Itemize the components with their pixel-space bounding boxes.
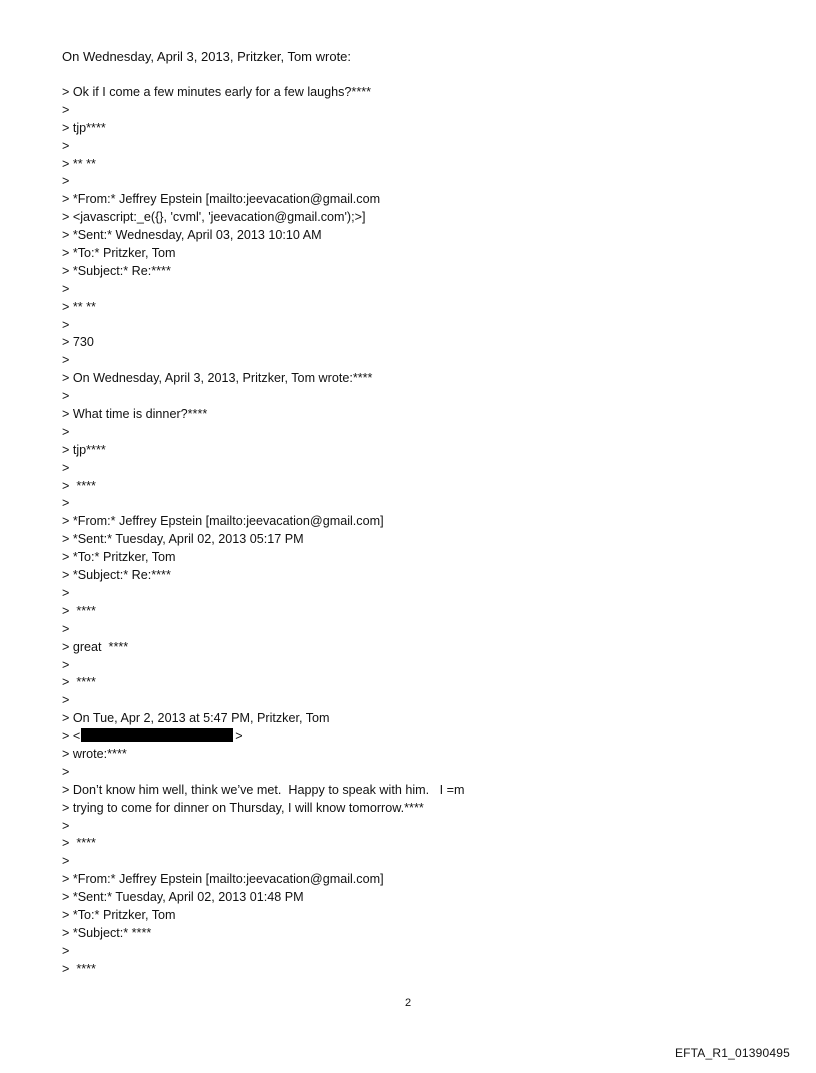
quoted-line: >: [62, 585, 70, 600]
quoted-line: >: [62, 621, 70, 636]
quoted-line: > *To:* Pritzker, Tom: [62, 246, 176, 261]
document-id: EFTA_R1_01390495: [674, 1046, 790, 1060]
quoted-line: > *Subject:* Re:****: [62, 568, 171, 583]
quoted-line: > Don’t know him well, think we’ve met. Happy to speak with him. I =m: [62, 782, 465, 797]
quoted-line: > *From:* Jeffrey Epstein [mailto:jeevacation@gmail.com]: [62, 514, 384, 529]
quoted-line: > ****: [62, 478, 96, 493]
quoted-line-redacted: [62, 728, 464, 746]
quoted-line: > *Sent:* Tuesday, April 02, 2013 01:48 PM: [62, 890, 304, 905]
quoted-line: > *Subject:* ****: [62, 925, 152, 940]
quoted-line: > ****: [62, 961, 96, 976]
quoted-line: > *Subject:* Re:****: [62, 263, 171, 278]
redaction-box: [81, 728, 233, 742]
quoted-line: > On Wednesday, April 3, 2013, Pritzker, Tom wrote:****: [62, 371, 373, 386]
quoted-line: > wrote:****: [62, 746, 127, 761]
email-intro-line: On Wednesday, April 3, 2013, Pritzker, Tom wrote:: [62, 49, 352, 64]
quoted-line: > *From:* Jeffrey Epstein [mailto:jeevacation@gmail.com]: [62, 872, 384, 887]
quoted-line: >: [62, 138, 70, 153]
quoted-line: >: [62, 764, 70, 779]
quoted-line: > trying to come for dinner on Thursday, I will know tomorrow.****: [62, 800, 424, 815]
quoted-line: > 730: [62, 335, 94, 350]
quoted-line: > ****: [62, 836, 96, 851]
redacted-line-suffix: >: [235, 729, 243, 744]
quoted-line: > *To:* Pritzker, Tom: [62, 907, 176, 922]
quoted-line: > *From:* Jeffrey Epstein [mailto:jeevacation@gmail.com: [62, 192, 381, 207]
quoted-line: >: [62, 818, 70, 833]
quoted-line: >: [62, 102, 70, 117]
quoted-line: >: [62, 460, 70, 475]
quoted-line: > <javascript:_e({}, 'cvml', 'jeevacation@gmail.com');>]: [62, 210, 366, 225]
quoted-line: > ****: [62, 603, 96, 618]
quoted-line: > *Sent:* Wednesday, April 03, 2013 10:10 AM: [62, 228, 322, 243]
quoted-email-body: [62, 84, 464, 979]
quoted-line: >: [62, 389, 70, 404]
quoted-line: >: [62, 424, 70, 439]
quoted-line: >: [62, 693, 70, 708]
quoted-line: > ** **: [62, 299, 96, 314]
quoted-line: >: [62, 854, 70, 869]
quoted-line: > ****: [62, 675, 96, 690]
redacted-line-prefix: > <: [62, 729, 81, 744]
quoted-line: > tjp****: [62, 120, 106, 135]
quoted-line: > What time is dinner?****: [62, 407, 208, 422]
quoted-line: >: [62, 317, 70, 332]
quoted-line: >: [62, 353, 70, 368]
quoted-line: >: [62, 943, 70, 958]
quoted-line: >: [62, 281, 70, 296]
quoted-line: >: [62, 657, 70, 672]
quoted-line: >: [62, 174, 70, 189]
quoted-line: > *To:* Pritzker, Tom: [62, 550, 176, 565]
quoted-line: > *Sent:* Tuesday, April 02, 2013 05:17 PM: [62, 532, 304, 547]
quoted-line: > great ****: [62, 639, 129, 654]
quoted-line: > On Tue, Apr 2, 2013 at 5:47 PM, Pritzker, Tom: [62, 711, 330, 726]
quoted-line: > ** **: [62, 156, 96, 171]
quoted-line: > tjp****: [62, 442, 106, 457]
quoted-line: >: [62, 496, 70, 511]
page-number: 2: [404, 997, 412, 1009]
quoted-line: > Ok if I come a few minutes early for a few laughs?****: [62, 85, 372, 99]
